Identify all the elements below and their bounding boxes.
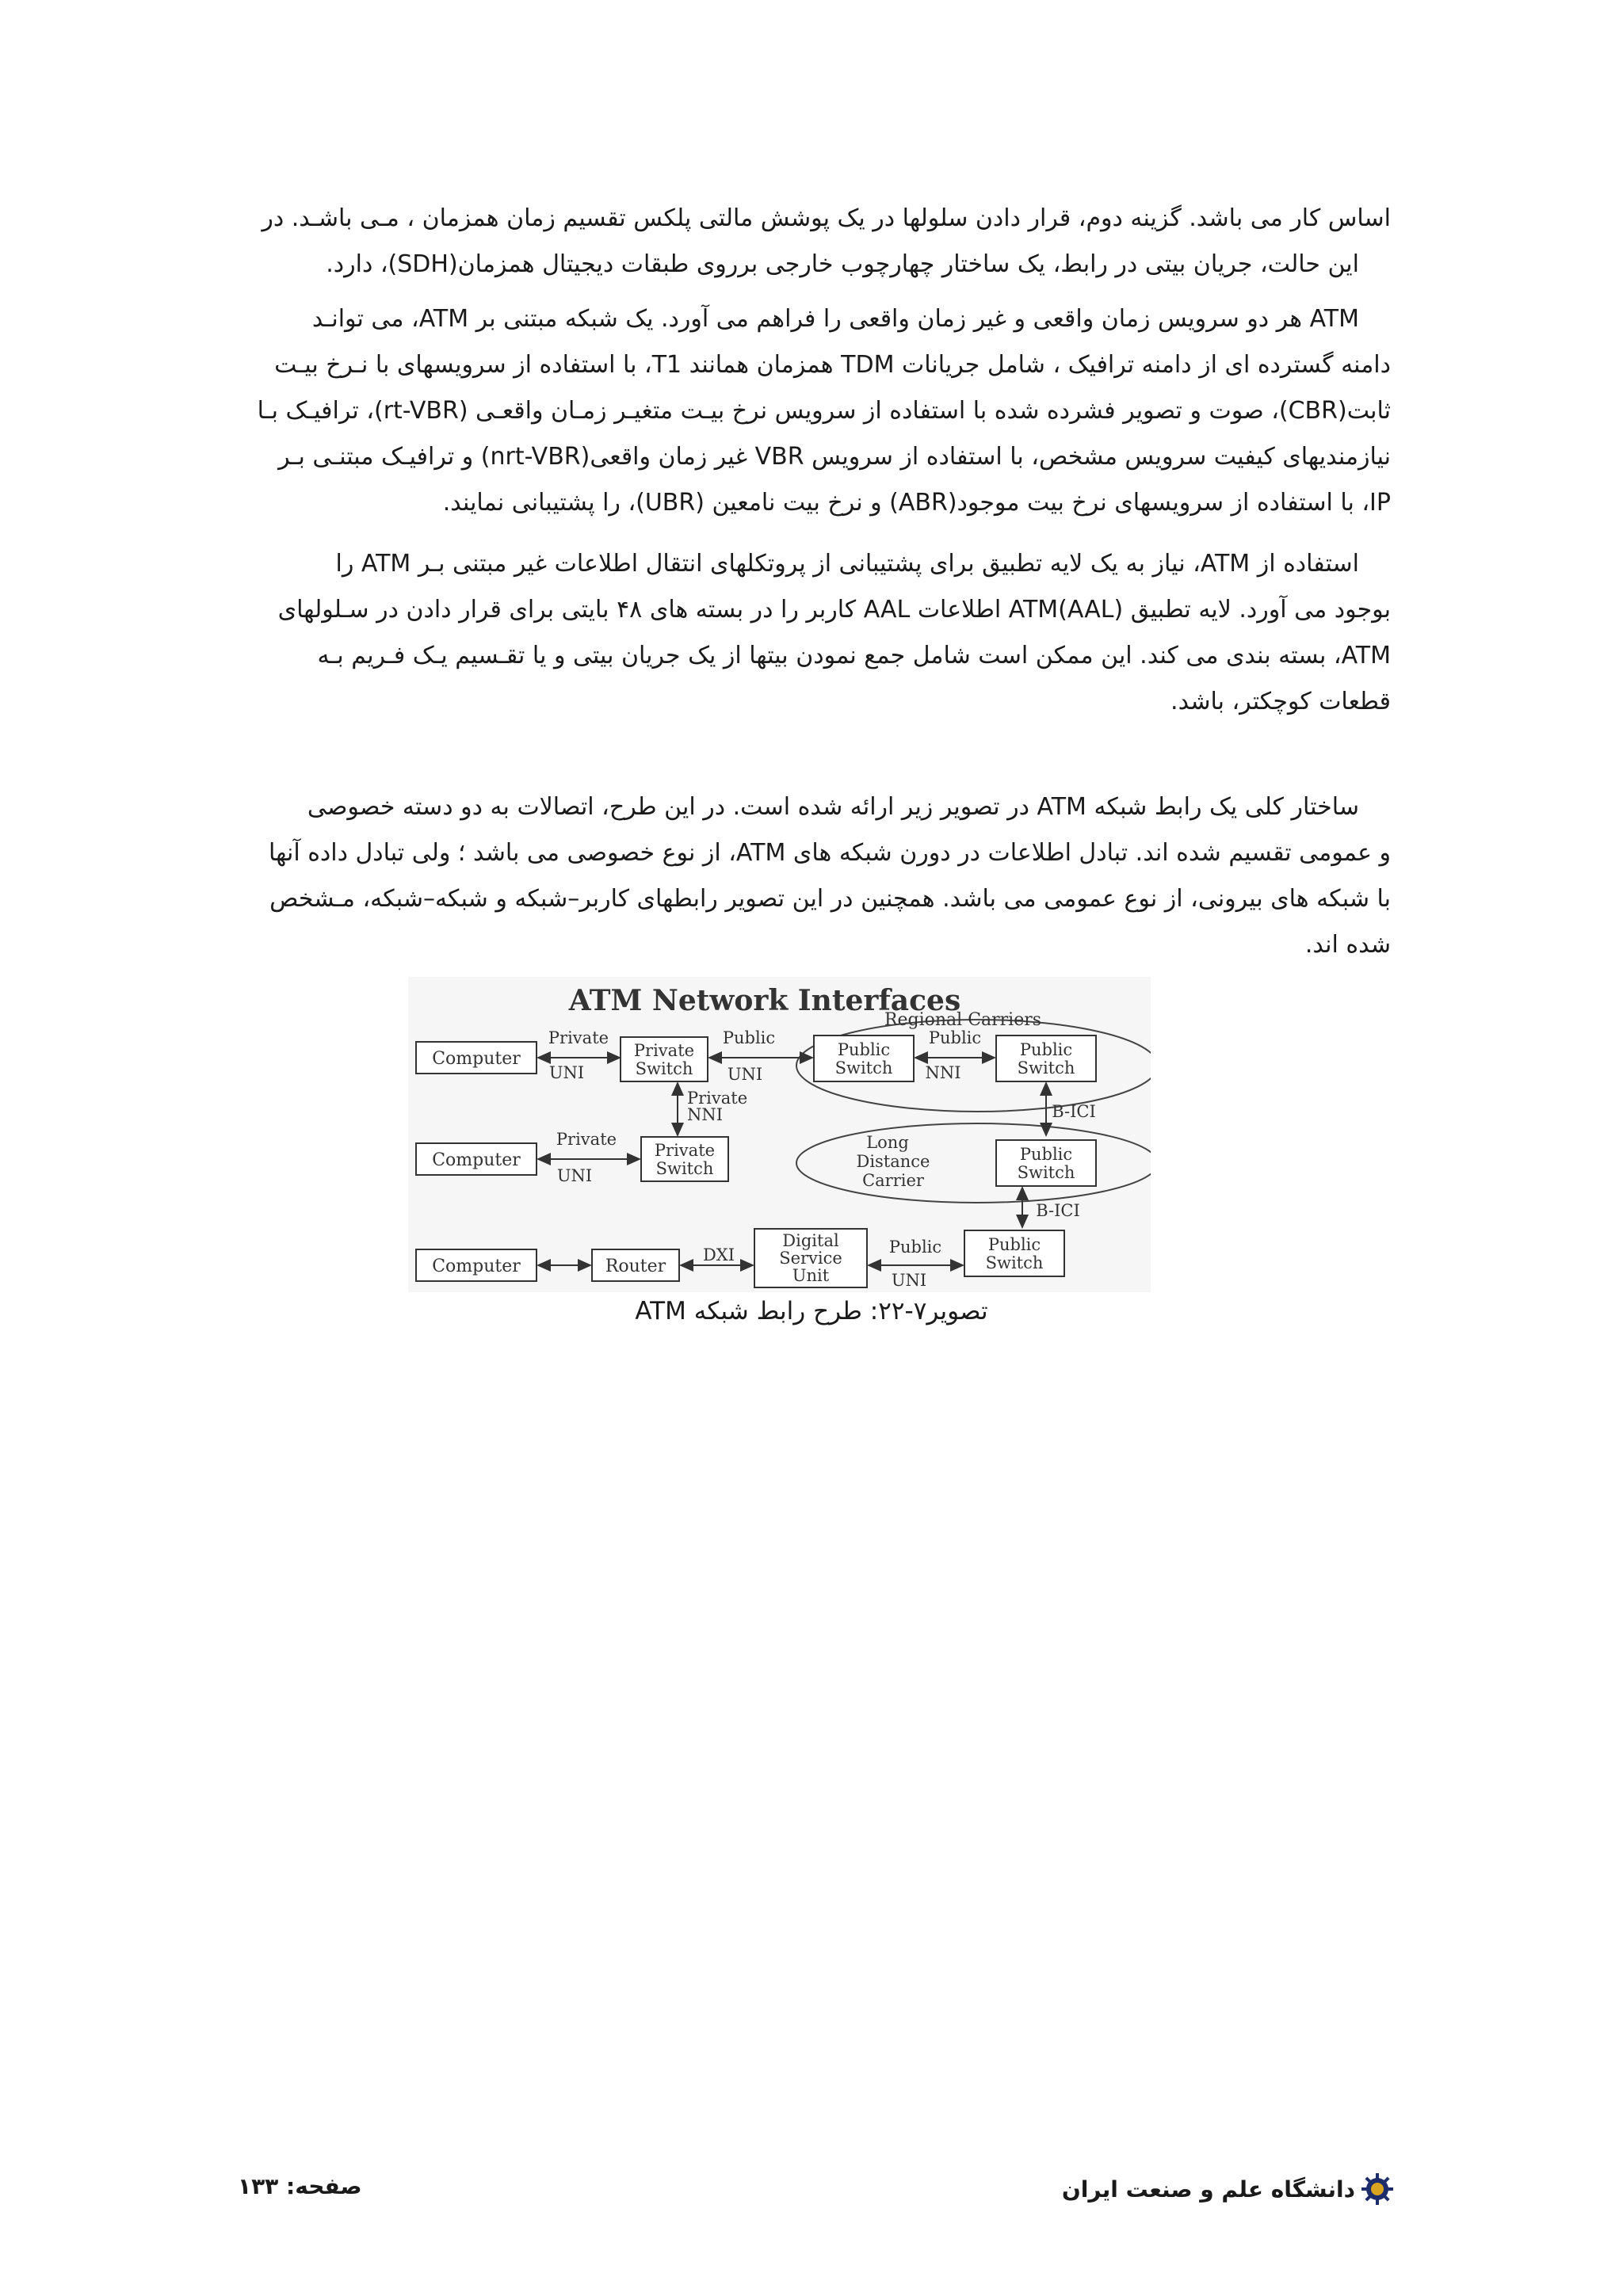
diagram-title: ATM Network Interfaces — [568, 984, 961, 1017]
public-switch-label: Switch — [1017, 1163, 1075, 1182]
private-label: Private — [548, 1028, 609, 1047]
paragraph-3 — [246, 541, 1391, 725]
router-label: Router — [605, 1257, 666, 1276]
paragraph-line: قطعات کوچکتر، باشد. — [1170, 688, 1391, 715]
dsu-label: Unit — [792, 1266, 830, 1285]
paragraph-4 — [246, 784, 1391, 968]
public-label: Public — [928, 1028, 982, 1047]
uni-label: UNI — [891, 1271, 927, 1290]
public-label: Public — [888, 1238, 942, 1257]
paragraph-line: استفاده از ATM، نیاز به یک لایه تطبیق برای پشتیبانی از پروتکلهای انتقال اطلاعات غیر مبتنی بـر ATM را — [335, 550, 1359, 578]
paragraph-1 — [246, 196, 1391, 288]
dsu-label: Service — [779, 1249, 842, 1268]
nni-label: NNI — [925, 1063, 961, 1082]
dxi-label: DXI — [702, 1245, 735, 1264]
regional-carriers-label: Regional Carriers — [884, 1010, 1042, 1030]
paragraph-line: ثابت(CBR)، صوت و تصویر فشرده شده با استفاده از سرویس نرخ بیـت متغیـر زمـان واقعـی (rt-VBR)، ترافیـک بـا — [257, 397, 1391, 425]
public-switch-label: Switch — [985, 1253, 1044, 1272]
private-label: Private — [556, 1130, 617, 1149]
b-ici-label: B-ICI — [1036, 1201, 1080, 1220]
paragraph-line: با شبکه های بیرونی، از نوع عمومی می باشد. همچنین در این تصویر رابطهای کاربر–شبکه و شبکه–شبکه، مـشخص — [269, 885, 1391, 913]
paragraph-2 — [246, 296, 1391, 526]
computer-label: Computer — [432, 1257, 521, 1276]
figure-caption: تصویر۷-۲۲: طرح رابط شبکه ATM — [635, 1297, 988, 1325]
public-switch-label: Switch — [1017, 1058, 1075, 1077]
computer-label: Computer — [432, 1150, 521, 1170]
dsu-label: Digital — [782, 1231, 839, 1250]
paragraph-line: ساختار کلی یک رابط شبکه ATM در تصویر زیر ارائه شده است. در این طرح، اتصالات به دو دسته خصوصی — [307, 793, 1359, 821]
paragraph-line: دامنه گسترده ای از دامنه ترافیک ، شامل جریانات TDM همزمان همانند T1، با استفاده از سرویسهای با نـرخ بیـت — [274, 351, 1391, 379]
private-nni-label: NNI — [687, 1105, 724, 1124]
page-number: صفحه: ۱۳۳ — [238, 2173, 362, 2199]
university-name: دانشگاه علم و صنعت ایران — [1061, 2176, 1355, 2203]
atm-network-diagram — [408, 977, 1151, 1292]
uni-label: UNI — [727, 1065, 763, 1084]
private-switch-label: Switch — [655, 1159, 714, 1178]
paragraph-line: ATM، بسته بندی می کند. این ممکن است شامل جمع نمودن بیتها از یک جریان بیتی و یا تقـسیم یـک فـریم بـه — [317, 642, 1391, 669]
paragraph-line: و عمومی تقسیم شده اند. تبادل اطلاعات در دورن شبکه های ATM، از نوع خصوصی می باشد ؛ ولی تبادل داده آنها — [269, 839, 1391, 867]
paragraph-line: این حالت، جریان بیتی در رابط، یک ساختار چهارچوب خارجی برروی طبقات دیجیتال همزمان(SDH)، دارد. — [326, 250, 1359, 278]
private-switch-label: Private — [654, 1141, 716, 1160]
university-logo-icon — [1361, 2173, 1393, 2205]
private-nni-label: Private — [687, 1089, 748, 1108]
paragraph-line: نیازمندیهای کیفیت سرویس مشخص، با استفاده از سرویس VBR غیر زمان واقعی(nrt-VBR) و ترافیـک مبتنـی بـر — [278, 443, 1391, 471]
paragraph-line: IP، با استفاده از سرویسهای نرخ بیت موجود(ABR) و نرخ بیت نامعین (UBR)، را پشتیبانی نمایند. — [442, 489, 1391, 517]
public-switch-label: Public — [987, 1235, 1041, 1254]
footer-university — [1062, 2173, 1393, 2205]
long-distance-label: Carrier — [862, 1171, 924, 1190]
paragraph-line: ATM هر دو سرویس زمان واقعی و غیر زمان واقعی را فراهم می آورد. یک شبکه مبتنی بر ATM، می توانـد — [311, 305, 1359, 333]
paragraph-line: شده اند. — [1304, 931, 1391, 959]
public-label: Public — [722, 1028, 776, 1047]
long-distance-label: Distance — [856, 1152, 930, 1171]
uni-label: UNI — [556, 1166, 593, 1185]
public-switch-label: Public — [1019, 1040, 1073, 1059]
uni-label: UNI — [548, 1063, 585, 1082]
public-switch-label: Public — [837, 1040, 891, 1059]
private-switch-label: Switch — [635, 1059, 693, 1078]
paragraph-line: اساس کار می باشد. گزینه دوم، قرار دادن سلولها در یک پوشش مالتی پلکس تقسیم زمان همزمان ، مـی باشـد. در — [262, 204, 1391, 232]
public-switch-label: Switch — [834, 1058, 893, 1077]
private-switch-label: Private — [633, 1041, 695, 1060]
b-ici-label: B-ICI — [1052, 1102, 1096, 1121]
paragraph-line: بوجود می آورد. لایه تطبیق ATM(AAL) اطلاعات AAL کاربر را در بسته های ۴۸ بایتی برای قرار دادن در سـلولهای — [277, 596, 1391, 624]
long-distance-label: Long — [866, 1133, 909, 1152]
computer-label: Computer — [432, 1049, 521, 1069]
public-switch-label: Public — [1019, 1145, 1073, 1164]
